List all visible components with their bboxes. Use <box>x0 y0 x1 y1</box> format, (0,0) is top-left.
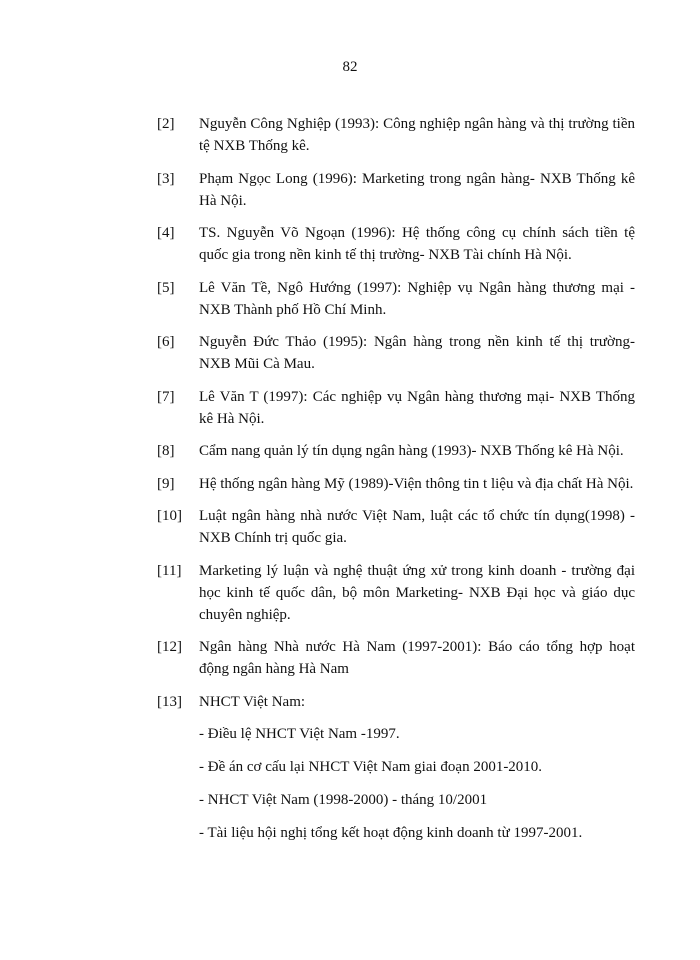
reference-text: TS. Nguyễn Võ Ngoạn (1996): Hệ thống công cụ chính sách tiền tệ quốc gia trong nền kinh tế thị trường- NXB Tài chính Hà Nội. <box>199 225 635 263</box>
sub-list-item: - Điều lệ NHCT Việt Nam -1997. <box>199 726 400 742</box>
reference-item <box>157 560 635 626</box>
reference-text: Nguyễn Đức Thảo (1995): Ngân hàng trong nền kinh tế thị trường- NXB Mũi Cà Mau. <box>199 334 635 372</box>
reference-item <box>157 277 635 321</box>
reference-item <box>157 440 635 462</box>
reference-text: Cẩm nang quản lý tín dụng ngân hàng (1993)- NXB Thống kê Hà Nội. <box>199 443 624 459</box>
reference-text: Hệ thống ngân hàng Mỹ (1989)-Viện thông tin t liệu và địa chất Hà Nội. <box>199 475 634 492</box>
reference-text: Phạm Ngọc Long (1996): Marketing trong ngân hàng- NXB Thống kê Hà Nội. <box>199 170 635 209</box>
reference-item <box>157 222 635 266</box>
sub-list-item: - Đề án cơ cấu lại NHCT Việt Nam giai đoạn 2001-2010. <box>199 759 543 775</box>
reference-number: [7] <box>157 388 175 405</box>
reference-item <box>157 473 635 495</box>
reference-item <box>157 505 635 549</box>
reference-item <box>157 691 635 856</box>
reference-list <box>157 113 635 866</box>
reference-item <box>157 386 635 430</box>
reference-text: Nguyễn Công Nghiệp (1993): Công nghiệp ngân hàng và thị trường tiền tệ NXB Thống kê. <box>199 116 635 154</box>
reference-text: Marketing lý luận và nghệ thuật ứng xử trong kinh doanh - trường đại học kinh tế quốc dân, bộ môn Marketing- NXB Đại học và giáo dục chuyên nghiệp. <box>199 562 635 623</box>
sub-list-item: - Tài liệu hội nghị tổng kết hoạt động kinh doanh từ 1997-2001. <box>199 825 583 841</box>
reference-number: [10] <box>157 508 182 524</box>
reference-number: [8] <box>157 443 175 459</box>
reference-text: NHCT Việt Nam: <box>199 693 306 710</box>
reference-number: [6] <box>157 334 175 350</box>
reference-number: [5] <box>157 279 175 296</box>
reference-number: [13] <box>157 693 182 710</box>
reference-number: [9] <box>157 475 175 492</box>
reference-text: Lê Văn Tề, Ngô Hướng (1997): Nghiệp vụ Ngân hàng thương mại - NXB Thành phố Hồ Chí Minh. <box>199 279 635 318</box>
reference-text: Lê Văn T (1997): Các nghiệp vụ Ngân hàng thương mại- NXB Thống kê Hà Nội. <box>199 388 635 427</box>
reference-item <box>157 636 635 680</box>
reference-number: [12] <box>157 639 182 655</box>
reference-text: Ngân hàng Nhà nước Hà Nam (1997-2001): Báo cáo tổng hợp hoạt động ngân hàng Hà Nam <box>199 639 635 677</box>
reference-number: [3] <box>157 170 175 187</box>
sub-list-item: - NHCT Việt Nam (1998-2000) - tháng 10/2001 <box>199 792 488 808</box>
reference-number: [11] <box>157 562 182 579</box>
reference-item <box>157 168 635 212</box>
reference-item <box>157 113 635 157</box>
reference-number: [4] <box>157 225 175 241</box>
reference-sub-list <box>199 723 635 844</box>
reference-text: Luật ngân hàng nhà nước Việt Nam, luật các tổ chức tín dụng(1998) - NXB Chính trị quốc gia. <box>199 508 635 546</box>
reference-item <box>157 331 635 375</box>
page-number: 82 <box>342 59 358 75</box>
reference-number: [2] <box>157 116 175 132</box>
